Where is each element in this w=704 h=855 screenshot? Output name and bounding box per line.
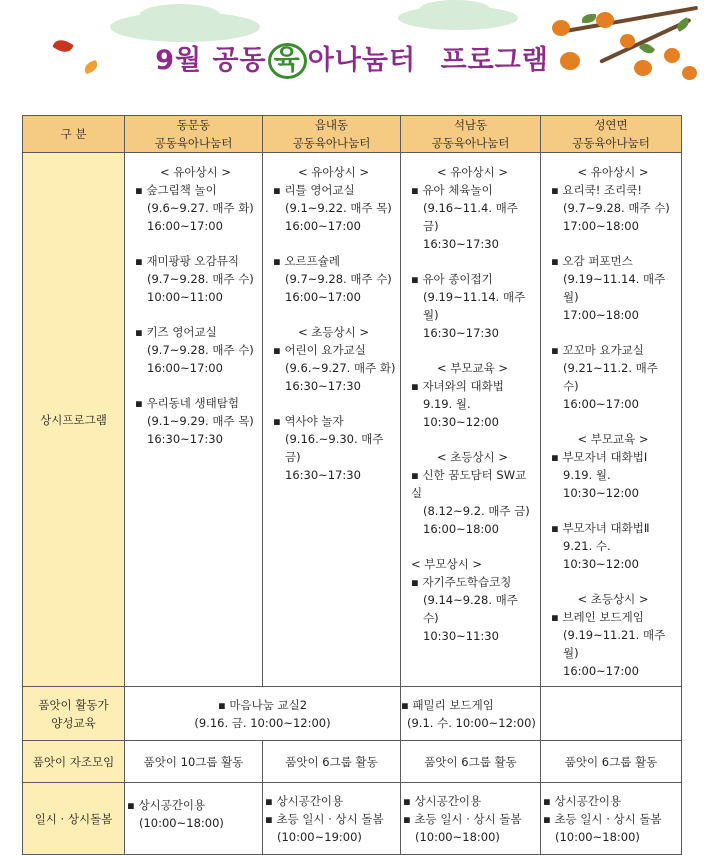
- title-part-d: 프로그램: [440, 45, 549, 76]
- spacer: [549, 573, 677, 590]
- header-seongyeon: 성연면 공동육아나눔터: [541, 116, 682, 153]
- row-group: [23, 741, 682, 783]
- program-detail: (8.12~9.2. 매주 금): [423, 504, 530, 518]
- section-heading: < 유아상시 >: [436, 165, 509, 179]
- schedule-table: [22, 115, 682, 855]
- program-detail: 16:00~17:00: [147, 361, 223, 375]
- program-detail: 16:30~17:30: [423, 237, 499, 251]
- program-detail: (9.19~11.14. 매주 월): [423, 290, 526, 322]
- program-item: < 부모상시 >: [411, 557, 483, 571]
- header-category: 구 분: [23, 116, 125, 153]
- label-care: 일시 · 상시돌봄: [23, 783, 125, 855]
- program-detail: 17:00~18:00: [563, 308, 639, 322]
- spacer: [549, 324, 677, 341]
- program-item: ▪ 부모자녀 대화법Ⅰ: [551, 450, 648, 464]
- table-header-row: [23, 116, 682, 153]
- green-leaf-icon: [582, 14, 596, 23]
- spacer: [271, 306, 396, 323]
- edu-seongyeon: [541, 687, 682, 741]
- program-detail: (9.6.~9.27. 매주 화): [285, 361, 396, 375]
- spacer: [133, 377, 258, 394]
- section-heading: < 초등상시 >: [577, 592, 649, 606]
- program-item: ▪ 자녀와의 대화법: [411, 379, 504, 393]
- program-detail: 16:00~17:00: [563, 664, 639, 678]
- spacer: [271, 235, 396, 252]
- section-heading: < 부모교육 >: [577, 432, 649, 446]
- program-item: ▪ 키즈 영어교실: [135, 325, 217, 339]
- section-heading: < 유아상시 >: [577, 165, 649, 179]
- program-item: ▪ 우리동네 생태탐험: [135, 396, 239, 410]
- program-detail: (9.21~11.2. 매주 수): [563, 361, 658, 393]
- cloud-right-top-icon: [420, 0, 490, 18]
- care-seongyeon: ▪ 상시공간이용 ▪ 초등 일시 · 상시 돌봄 (10:00~18:00): [541, 783, 682, 855]
- spacer: [409, 538, 536, 555]
- label-group: 품앗이 자조모임: [23, 741, 125, 783]
- program-item: ▪ 리틀 영어교실: [273, 183, 355, 197]
- spacer: [549, 502, 677, 519]
- program-detail: 16:30~17:30: [285, 468, 361, 482]
- row-care: [23, 783, 682, 855]
- program-detail: (9.1~9.22. 매주 목): [285, 201, 392, 215]
- section-heading: < 부모교육 >: [436, 361, 509, 375]
- header-eupnae: 읍내동 공동육아나눔터: [263, 116, 401, 153]
- program-detail: 10:00~11:00: [147, 290, 223, 304]
- program-detail: (9.16~11.4. 매주 금): [423, 201, 518, 233]
- program-detail: 16:00~17:00: [563, 397, 639, 411]
- program-item: ▪ 유아 종이접기: [411, 272, 493, 286]
- regular-dongmun: [125, 153, 263, 687]
- row-edu: [23, 687, 682, 741]
- program-detail: (9.16.~9.30. 매주 금): [285, 432, 384, 464]
- care-eupnae: ▪ 상시공간이용 ▪ 초등 일시 · 상시 돌봄 (10:00~19:00): [263, 783, 401, 855]
- program-detail: 10:30~11:30: [423, 629, 499, 643]
- regular-seoknam: [401, 153, 541, 687]
- section-heading: < 유아상시 >: [297, 165, 370, 179]
- edu-dongmun-eupnae: ▪ 마음나눔 교실2 (9.16. 금. 10:00~12:00): [125, 687, 401, 741]
- title-part-a: 공동: [212, 45, 267, 76]
- program-item: ▪ 오감 퍼포먼스: [551, 254, 633, 268]
- group-seongyeon: 품앗이 6그룹 활동: [541, 741, 682, 783]
- program-item: ▪ 자기주도학습코칭: [411, 575, 512, 589]
- spacer: [271, 395, 396, 412]
- program-detail: 9.21. 수. 10:30~12:00: [563, 539, 639, 571]
- program-detail: (9.7~9.28. 매주 수): [563, 201, 670, 215]
- group-dongmun: 품앗이 10그룹 활동: [125, 741, 263, 783]
- program-item: ▪ 요리쿡! 조리쿡!: [551, 183, 642, 197]
- program-detail: (9.7~9.28. 매주 수): [147, 272, 254, 286]
- program-item: ▪ 오르프슐레: [273, 254, 340, 268]
- spacer: [133, 306, 258, 323]
- edu-seoknam: ▪ 패밀리 보드게임 (9.1. 수. 10:00~12:00): [401, 687, 541, 741]
- section-heading: < 유아상시 >: [159, 165, 232, 179]
- program-detail: 9.19. 월. 10:30~12:00: [423, 397, 499, 429]
- program-item: ▪ 유아 체육놀이: [411, 183, 493, 197]
- spacer: [549, 235, 677, 252]
- section-heading: < 초등상시 >: [436, 450, 509, 464]
- section-heading: < 초등상시 >: [297, 325, 370, 339]
- row-regular: [23, 153, 682, 687]
- title-part-b: 아: [307, 45, 335, 76]
- program-item: ▪ 브레인 보드게임: [551, 610, 644, 624]
- group-eupnae: 품앗이 6그룹 활동: [263, 741, 401, 783]
- program-detail: (9.6~9.27. 매주 화): [147, 201, 254, 215]
- cloud-left-top-icon: [140, 4, 220, 26]
- program-detail: (9.7~9.28. 매주 수): [285, 272, 392, 286]
- title-month: 9월: [155, 45, 203, 76]
- program-detail: (9.14~9.28. 매주 수): [423, 593, 518, 625]
- spacer: [409, 431, 536, 448]
- program-item: ▪ 부모자녀 대화법Ⅱ: [551, 521, 650, 535]
- program-detail: (9.1~9.29. 매주 목): [147, 414, 254, 428]
- persimmon-icon: [552, 20, 570, 36]
- program-item: ▪ 숲그림책 놀이: [135, 183, 217, 197]
- spacer: [549, 413, 677, 430]
- spacer: [133, 235, 258, 252]
- program-detail: 16:30~17:30: [285, 379, 361, 393]
- label-edu: 품앗이 활동가 양성교육: [23, 687, 125, 741]
- persimmon-icon: [596, 12, 614, 28]
- program-detail: (9.19~11.21. 매주 월): [563, 628, 666, 660]
- program-item: ▪ 어린이 요가교실: [273, 343, 366, 357]
- program-item: ▪ 신한 꿈도담터 SW교실: [411, 468, 527, 500]
- title-part-c: 나눔터: [334, 45, 417, 76]
- program-detail: (9.7~9.28. 매주 수): [147, 343, 254, 357]
- regular-seongyeon: [541, 153, 682, 687]
- spacer: [409, 253, 536, 270]
- care-seoknam: ▪ 상시공간이용 ▪ 초등 일시 · 상시 돌봄 (10:00~18:00): [401, 783, 541, 855]
- header-seoknam: 석남동 공동육아나눔터: [401, 116, 541, 153]
- header-dongmun: 동문동 공동육아나눔터: [125, 116, 263, 153]
- program-detail: 16:00~17:00: [285, 219, 361, 233]
- program-detail: 17:00~18:00: [563, 219, 639, 233]
- program-detail: 9.19. 월. 10:30~12:00: [563, 468, 639, 500]
- care-dongmun: ▪ 상시공간이용 (10:00~18:00): [125, 783, 263, 855]
- page-title: [0, 38, 704, 79]
- program-item: ▪ 재미팡팡 오감뮤직: [135, 254, 239, 268]
- header-banner: [0, 0, 704, 110]
- program-detail: 16:30~17:30: [423, 326, 499, 340]
- program-detail: (9.19~11.14. 매주 월): [563, 272, 666, 304]
- program-detail: 16:00~18:00: [423, 522, 499, 536]
- title-logo-yuk: 육: [268, 43, 307, 79]
- group-seoknam: 품앗이 6그룹 활동: [401, 741, 541, 783]
- regular-eupnae: [263, 153, 401, 687]
- program-detail: 16:00~17:00: [147, 219, 223, 233]
- spacer: [409, 342, 536, 359]
- program-item: ▪ 역사야 놀자: [273, 414, 344, 428]
- label-regular: 상시프로그램: [23, 153, 125, 687]
- program-item: ▪ 꼬꼬마 요가교실: [551, 343, 644, 357]
- program-detail: 16:30~17:30: [147, 432, 223, 446]
- program-detail: 16:00~17:00: [285, 290, 361, 304]
